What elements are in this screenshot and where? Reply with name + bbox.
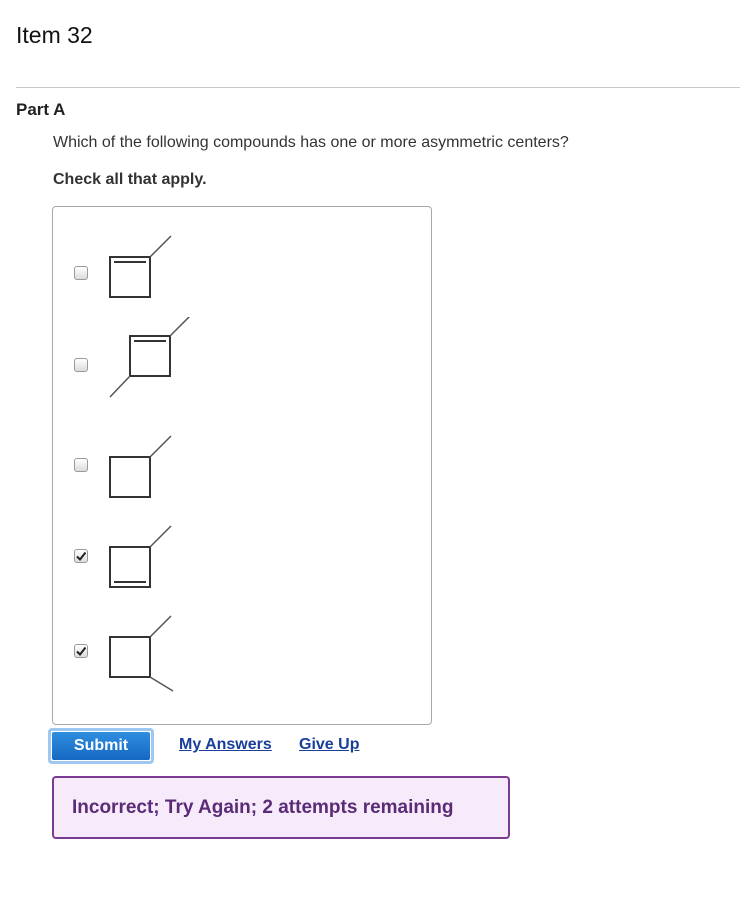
option-1-checkbox[interactable] [74,266,88,280]
option-2 [53,317,431,407]
option-4-checkbox[interactable] [74,549,88,563]
option-2-checkbox[interactable] [74,358,88,372]
checkmark-icon [75,645,87,657]
molecule-structure-5 [103,611,193,701]
option-3 [53,422,431,512]
option-1 [53,222,431,312]
give-up-link[interactable]: Give Up [299,736,360,753]
molecule-structure-3 [103,431,183,511]
molecule-structure-4 [103,521,183,601]
molecule-structure-2 [103,317,203,407]
item-title: Item 32 [16,22,93,48]
checkmark-icon [75,550,87,562]
molecule-structure-1 [103,231,183,311]
option-3-checkbox[interactable] [74,458,88,472]
part-label: Part A [16,100,66,119]
instruction-text: Check all that apply. [53,171,207,188]
feedback-message: Incorrect; Try Again; 2 attempts remaining [52,776,510,839]
question-text: Which of the following compounds has one or more asymmetric centers? [53,134,569,151]
submit-button[interactable] [48,728,154,764]
header-divider [16,87,740,88]
submit-button-label: Submit [52,732,150,760]
option-5-checkbox[interactable] [74,644,88,658]
my-answers-link[interactable]: My Answers [179,736,272,753]
options-list [52,206,432,725]
option-5 [53,602,431,692]
option-4 [53,512,431,602]
